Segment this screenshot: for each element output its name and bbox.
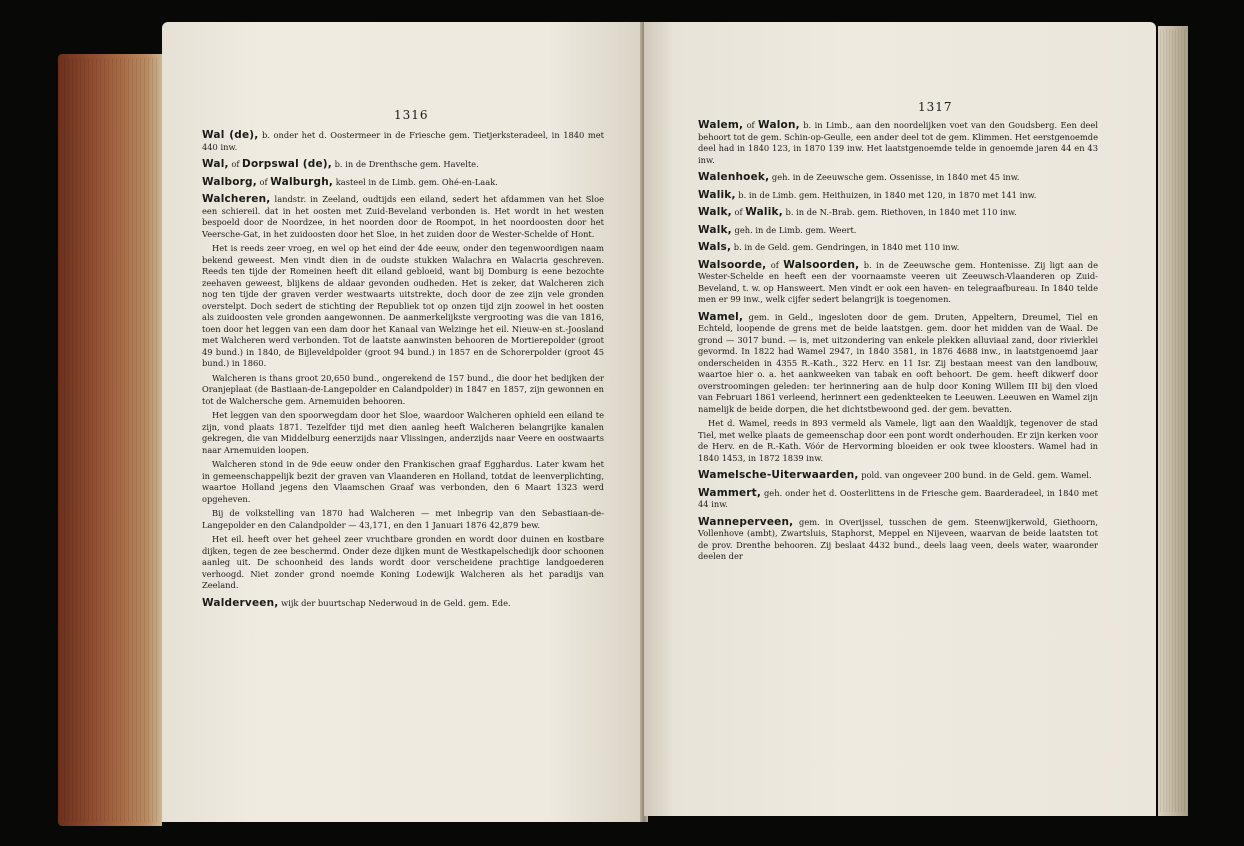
entry [698, 312, 1098, 416]
text-column [698, 120, 1098, 566]
headword: Walburgh, [270, 175, 334, 188]
entry [698, 488, 1098, 511]
paragraph: Bij de volkstelling van 1870 had Walcheren — met inbegrip van den Sebastiaan-de-Langepolder en den Calandpolder — 43,171, en den 1 Januari 1876 42,879 bew. [202, 508, 604, 530]
entry [698, 260, 1098, 306]
headword: Walsoorden, [783, 258, 860, 271]
entry-text: geh. in de Limb. gem. Weert. [731, 224, 857, 235]
text-column [202, 130, 604, 612]
paragraph: Het d. Wamel, reeds in 893 vermeld als Vamele, ligt aan den Waaldijk, tegenover de stad Tiel, met welke plaats de gemeenschap door een pont wordt onderhouden. Er zijn kerken voor de Herv. en de R.-Kath. Vóór de Hervorming bloeiden er ook twee kloosters. Wamel had in 1840 1453, in 1872 1839 inw. [698, 418, 1098, 463]
headword: Walk, [698, 206, 732, 218]
entry-text: geh. onder het d. Oosterlittens in de Friesche gem. Baarderadeel, in 1840 met 44 inw. [698, 487, 1098, 509]
entry-text: b. in de Limb. gem. Heithuizen, in 1840 met 120, in 1870 met 141 inw. [735, 189, 1037, 200]
entry [202, 598, 604, 610]
entry-text: kasteel in de Limb. gem. Ohé-en-Laak. [333, 176, 498, 187]
entry [202, 130, 604, 153]
headword: Wal (de), [202, 129, 259, 141]
right-page [644, 22, 1156, 816]
entry [698, 517, 1098, 563]
headword: Walk, [698, 223, 732, 236]
entry-text: landstr. in Zeeland, oudtijds een eiland, sedert het afdammen van het Sloe een schiereil. dat in het oosten met Zuid-Beveland verbonden is. Het wordt in het westen bespoeld door de Noordzee, in het noorden door de Roompot, in het noordoosten door het Veersche-Gat, in het zuidoosten door het Sloe, in het zuiden door de Wester-Schelde of Hont. [202, 194, 604, 239]
entry [698, 470, 1098, 482]
paragraph: Walcheren stond in de 9de eeuw onder den Frankischen graaf Egghardus. Later kwam het in gemeenschappelijk bezit der graven van Vlaanderen en Holland, totdat de leenverplichting, waartoe Holland jegens den Vlaamschen Graaf was verbonden, den 6 Maart 1323 werd opgeheven. [202, 459, 604, 504]
entry-text: b. in de Geld. gem. Gendringen, in 1840 met 110 inw. [731, 242, 960, 252]
entry [698, 225, 1098, 237]
entry-text: gem. in Overijssel, tusschen de gem. Steenwijkerwold, Giethoorn, Vollenhove (ambt), Zwartsluis, Staphorst, Meppel en Nijeveen, waarvan de beide laatsten tot de prov. Drenthe behooren. Zij beslaat 4432 bund., deels laag veen, deels water, waaronder deelen der [698, 516, 1098, 561]
headword: Walem, [698, 119, 744, 131]
headword: Walderveen, [202, 596, 279, 609]
entry [698, 120, 1098, 166]
page-number: 1317 [918, 100, 953, 114]
headword: Dorpswal (de), [242, 158, 332, 170]
entry [698, 190, 1098, 202]
headword: Walcheren, [202, 193, 271, 205]
entry-text: of [766, 259, 784, 270]
paragraph: Het leggen van den spoorwegdam door het Sloe, waardoor Walcheren ophield een eiland te zijn, vond plaats 1871. Tezelfder tijd met dien aanleg heeft Walcheren belangrijke kanalen gekregen, die van Middelburg eenerzijds naar Vlissingen, anderzijds naar Veere en oostwaarts naar Arnemuiden loopen. [202, 410, 604, 455]
entry-text: b. onder het d. Oostermeer in de Friesche gem. Tietjerksteradeel, in 1840 met 440 inw. [202, 130, 604, 152]
headword: Wammert, [698, 486, 762, 499]
paragraph: Het is reeds zeer vroeg, en wel op het eind der 4de eeuw, onder den tegenwoordigen naam bekend geweest. Men vindt dien in de oudste stukken Walachra en Walacria geschreven. Reeds ten tijde der Romeinen heeft dit eiland gebloeid, want bij Domburg is eene bezochte zeehaven geweest, blijkens de aldaar gevonden oudheden. Het is zeker, dat Walcheren zich nog ten tijde der graven verder westwaarts uitstrekte, doch door de zee zijn vele gronden overstelpt. Doch sedert de stichting der Republiek tot op onzen tijd zijn zoowel in het oosten als zuidoosten vele gronden aangewonnen. De aanmerkelijkste vergrooting was die van 1816, toen door het leggen van een dam door het Kanaal van Welzinge het eil. Nieuw-en st.-Joosland met Walcheren werd verbonden. Tot de laatste aanwinsten behooren de Mortierepolder (groot 49 bund.) in 1840, de Bijleveldpolder (groot 94 bund.) in 1857 en de Schorerpolder (groot 45 bund.) in 1860. [202, 243, 604, 368]
paragraph: Walcheren is thans groot 20,650 bund., ongerekend de 157 bund., die door het bedijken der Oranjeplaat (de Bastiaan-de-Langepolder en Calandpolder) in 1847 en 1857, zijn gewonnen en tot de Walchersche gem. Arnemuiden behooren. [202, 372, 604, 406]
headword: Walenhoek, [698, 171, 770, 183]
headword: Wals, [698, 241, 732, 253]
entry-text: geh. in de Zeeuwsche gem. Ossenisse, in 1840 met 45 inw. [769, 172, 1020, 182]
entry [202, 177, 604, 189]
entry-text: of [743, 120, 759, 130]
entry [698, 242, 1098, 254]
open-book [58, 16, 1188, 834]
entry [698, 207, 1098, 219]
entry-text: b. in de Zeeuwsche gem. Hontenisse. Zij ligt aan de Wester-Schelde en heeft een der voornaamste veeren uit Zeeuwsch-Vlaanderen op Zuid-Beveland, t. w. op Hansweert. Men vindt er ook een haven- en telegraafbureau. In 1840 telde men er 99 inw., welk cijfer sedert belangrijk is toegenomen. [698, 259, 1098, 304]
entry-text: of [256, 176, 271, 187]
entry-text: of [228, 159, 243, 169]
headword: Walon, [758, 119, 800, 131]
left-page [162, 22, 644, 822]
page-edges-right [1160, 30, 1186, 812]
headword: Wal, [202, 158, 229, 170]
headword: Walik, [698, 188, 736, 201]
headword: Walsoorde, [698, 258, 767, 271]
entry-text: b. in Limb., aan den noordelijken voet van den Goudsberg. Een deel behoort tot de gem. Schin-op-Geulle, een ander deel tot de gem. Klimmen. Het eerstgenoemde deel had in 1840 123, in 1870 139 inw. Het laatstgenoemde telde in genoemde jaren 44 en 43 inw. [698, 120, 1098, 165]
page-number: 1316 [394, 108, 429, 122]
headword: Wamelsche-Uiterwaarden, [698, 469, 859, 481]
headword: Walik, [745, 206, 783, 218]
entry-text: of [731, 207, 746, 217]
headword: Wamel, [698, 310, 744, 323]
entry-text: pold. van ongeveer 200 bund. in de Geld. gem. Wamel. [858, 470, 1092, 480]
entry-text: b. in de Drenthsche gem. Havelte. [331, 159, 479, 169]
entry-text: gem. in Geld., ingesloten door de gem. Druten, Appeltern, Dreumel, Tiel en Echteld, loopende de grens met de beide laatstgen. gem. door het midden van de Waal. De grond — 3017 bund. — is, met uitzondering van enkele plekken alluviaal zand, door rivierklei gevormd. In 1822 had Wamel 2947, in 1840 3581, in 1876 4688 inw., in laatstgenoemd jaar onderscheiden in 4355 R.-Kath., 322 Herv. en 11 Isr. Zij bestaan meest van den landbouw, waartoe hier o. a. het aankweeken van tabak en ooft behoort. De gem. heeft dikwerf door overstroomingen geleden: ter herinnering aan de hulp door Koning Willem III bij den vloed van Februari 1861 verleend, herinnert een gedenkteeken te Leeuwen. Leeuwen en Wamel zijn namelijk de beide dorpen, die het dichtstbewoond ged. der gem. bevatten. [698, 311, 1098, 414]
entry [698, 172, 1098, 184]
entry [202, 194, 604, 240]
entry-text: wijk der buurtschap Nederwoud in de Geld. gem. Ede. [278, 597, 511, 608]
paragraph: Het eil. heeft over het geheel zeer vruchtbare gronden en wordt door duinen en kostbare dijken, tegen de zee beschermd. Onder deze dijken munt de Westkapelschedijk door schoonen aanleg uit. De schoonheid des lands wordt door verscheidene prachtige landgoederen verhoogd. Niet zonder grond noemde Koning Lodewijk Walcheren als het paradijs van Zeeland. [202, 534, 604, 590]
entry [202, 159, 604, 171]
entry-text: b. in de N.-Brab. gem. Riethoven, in 1840 met 110 inw. [782, 207, 1017, 217]
headword: Wanneperveen, [698, 515, 794, 528]
page-edges-left [64, 58, 160, 822]
headword: Walborg, [202, 175, 257, 188]
